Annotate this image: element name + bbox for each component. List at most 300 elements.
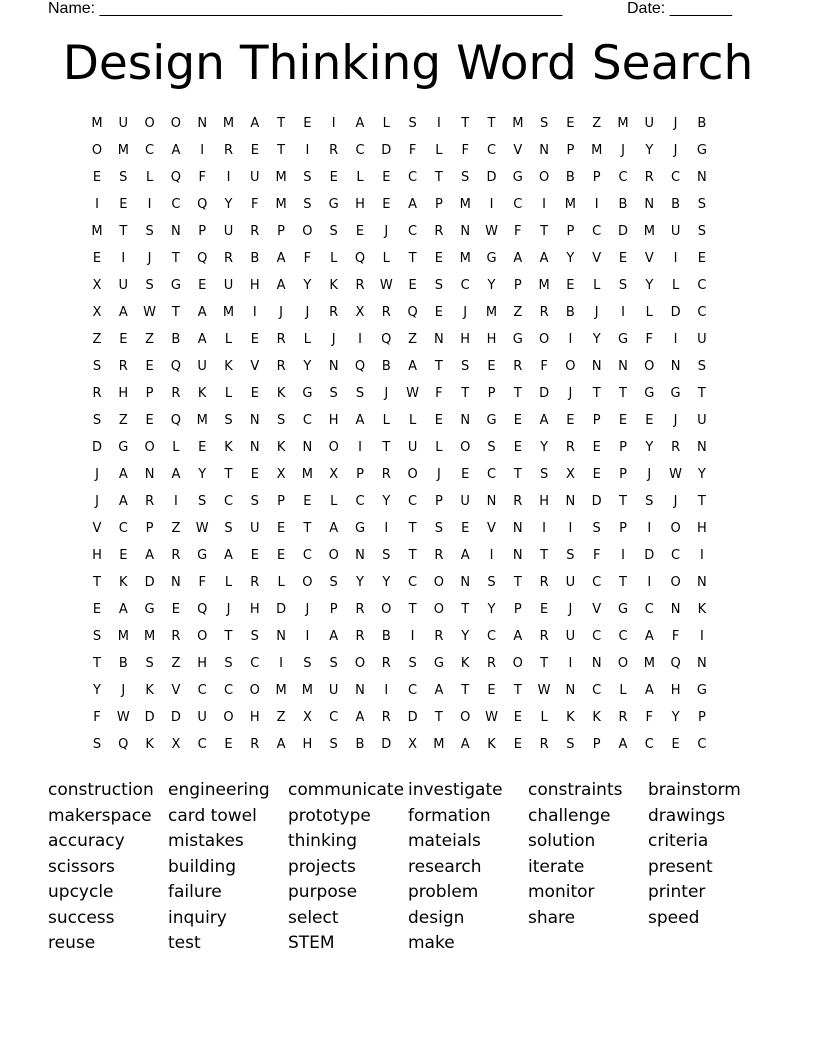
grid-letter[interactable]: U xyxy=(250,170,260,185)
grid-letter[interactable]: X xyxy=(92,278,102,293)
grid-letter[interactable]: R xyxy=(434,224,444,239)
grid-letter[interactable]: V xyxy=(644,251,654,266)
grid-letter[interactable]: R xyxy=(513,359,523,374)
grid-letter[interactable]: M xyxy=(433,737,445,752)
grid-letter[interactable]: R xyxy=(171,386,181,401)
grid-letter[interactable]: R xyxy=(381,656,391,671)
grid-letter[interactable]: P xyxy=(566,224,575,239)
grid-letter[interactable]: G xyxy=(617,602,629,617)
grid-letter[interactable]: W xyxy=(669,467,683,482)
grid-letter[interactable]: Q xyxy=(407,305,418,320)
grid-letter[interactable]: A xyxy=(145,548,155,563)
grid-letter[interactable]: I xyxy=(568,521,573,536)
grid-letter[interactable]: E xyxy=(434,413,443,428)
grid-letter[interactable]: E xyxy=(250,386,259,401)
grid-letter[interactable]: C xyxy=(697,278,707,293)
grid-letter[interactable]: E xyxy=(303,494,312,509)
grid-letter[interactable]: N xyxy=(276,629,286,644)
grid-letter[interactable]: U xyxy=(328,683,339,698)
grid-letter[interactable]: O xyxy=(670,521,681,536)
grid-letter[interactable]: K xyxy=(566,710,575,725)
grid-letter[interactable]: C xyxy=(223,494,234,509)
grid-letter[interactable]: L xyxy=(224,332,233,347)
grid-letter[interactable]: P xyxy=(513,602,522,617)
grid-letter[interactable]: K xyxy=(329,278,338,293)
grid-letter[interactable]: R xyxy=(355,602,365,617)
grid-letter[interactable]: C xyxy=(592,224,602,239)
grid-letter[interactable]: B xyxy=(118,656,128,671)
grid-letter[interactable]: X xyxy=(329,467,339,482)
grid-letter[interactable]: N xyxy=(249,413,260,428)
grid-letter[interactable]: H xyxy=(460,332,471,347)
grid-letter[interactable]: X xyxy=(92,305,102,320)
grid-letter[interactable]: B xyxy=(697,116,707,131)
grid-letter[interactable]: E xyxy=(592,440,601,455)
grid-letter[interactable]: N xyxy=(355,683,365,698)
grid-letter[interactable]: J xyxy=(673,143,678,158)
grid-letter[interactable]: I xyxy=(305,629,310,644)
grid-letter[interactable]: E xyxy=(119,548,128,563)
grid-letter[interactable]: I xyxy=(252,305,257,320)
grid-letter[interactable]: J xyxy=(121,683,126,698)
grid-letter[interactable]: R xyxy=(250,575,260,590)
grid-letter[interactable]: E xyxy=(618,413,628,428)
grid-letter[interactable]: Y xyxy=(93,683,101,698)
grid-letter[interactable]: T xyxy=(540,224,549,239)
grid-letter[interactable]: S xyxy=(566,548,575,563)
grid-letter[interactable]: F xyxy=(435,386,443,401)
grid-letter[interactable]: E xyxy=(329,170,338,185)
grid-letter[interactable]: C xyxy=(302,548,312,563)
grid-letter[interactable]: S xyxy=(408,116,417,131)
grid-letter[interactable]: C xyxy=(408,224,418,239)
grid-letter[interactable]: L xyxy=(224,575,233,590)
grid-letter[interactable]: N xyxy=(328,359,339,374)
grid-letter[interactable]: A xyxy=(329,629,339,644)
grid-letter[interactable]: A xyxy=(118,467,128,482)
grid-letter[interactable]: E xyxy=(618,251,628,266)
grid-letter[interactable]: E xyxy=(671,737,680,752)
grid-letter[interactable]: L xyxy=(382,116,390,131)
grid-letter[interactable]: J xyxy=(95,494,99,509)
grid-letter[interactable]: M xyxy=(301,683,313,698)
grid-letter[interactable]: T xyxy=(93,575,101,590)
grid-letter[interactable]: M xyxy=(143,629,156,644)
grid-letter[interactable]: N xyxy=(670,602,681,617)
grid-letter[interactable]: Y xyxy=(487,278,496,293)
grid-letter[interactable]: R xyxy=(381,305,391,320)
grid-letter[interactable]: H xyxy=(697,521,707,536)
grid-letter[interactable]: L xyxy=(540,710,548,725)
grid-letter[interactable]: T xyxy=(93,656,101,671)
grid-letter[interactable]: N xyxy=(539,143,549,158)
grid-letter[interactable]: A xyxy=(434,683,444,698)
grid-letter[interactable]: A xyxy=(118,602,128,617)
grid-letter[interactable]: F xyxy=(303,251,312,266)
grid-letter[interactable]: E xyxy=(303,116,312,131)
grid-letter[interactable]: O xyxy=(302,575,313,590)
grid-letter[interactable]: P xyxy=(619,467,627,482)
grid-letter[interactable]: G xyxy=(302,386,313,401)
grid-letter[interactable]: Z xyxy=(145,332,155,347)
grid-letter[interactable]: M xyxy=(91,224,103,239)
grid-letter[interactable]: I xyxy=(621,305,625,320)
grid-letter[interactable]: P xyxy=(619,521,627,536)
grid-letter[interactable]: G xyxy=(696,143,707,158)
grid-letter[interactable]: E xyxy=(355,224,365,239)
grid-letter[interactable]: I xyxy=(621,548,625,563)
grid-letter[interactable]: R xyxy=(250,737,260,752)
grid-letter[interactable]: S xyxy=(697,197,707,212)
grid-letter[interactable]: J xyxy=(305,305,310,320)
grid-letter[interactable]: M xyxy=(459,197,471,212)
grid-letter[interactable]: N xyxy=(171,575,181,590)
grid-letter[interactable]: R xyxy=(118,359,128,374)
grid-letter[interactable]: C xyxy=(644,737,654,752)
grid-letter[interactable]: C xyxy=(486,143,497,158)
grid-letter[interactable]: Y xyxy=(645,143,654,158)
grid-letter[interactable]: H xyxy=(197,656,208,671)
grid-letter[interactable]: R xyxy=(171,548,181,563)
grid-letter[interactable]: S xyxy=(434,278,444,293)
grid-letter[interactable]: T xyxy=(171,305,180,320)
grid-letter[interactable]: A xyxy=(408,197,418,212)
grid-letter[interactable]: J xyxy=(673,413,678,428)
grid-letter[interactable]: Q xyxy=(197,197,208,212)
grid-letter[interactable]: E xyxy=(461,521,470,536)
grid-letter[interactable]: E xyxy=(224,737,233,752)
grid-letter[interactable]: D xyxy=(407,710,418,725)
grid-letter[interactable]: I xyxy=(95,197,99,212)
grid-letter[interactable]: N xyxy=(644,197,655,212)
grid-letter[interactable]: U xyxy=(118,278,129,293)
grid-letter[interactable]: E xyxy=(250,332,259,347)
grid-letter[interactable]: L xyxy=(277,575,285,590)
grid-letter[interactable]: E xyxy=(487,359,496,374)
grid-letter[interactable]: I xyxy=(384,521,389,536)
grid-letter[interactable]: S xyxy=(329,224,338,239)
grid-letter[interactable]: R xyxy=(381,467,391,482)
grid-letter[interactable]: R xyxy=(486,656,497,671)
grid-letter[interactable]: S xyxy=(645,494,654,509)
grid-letter[interactable]: E xyxy=(434,305,443,320)
grid-letter[interactable]: K xyxy=(487,737,496,752)
grid-letter[interactable]: R xyxy=(434,548,444,563)
grid-letter[interactable]: G xyxy=(512,332,523,347)
grid-letter[interactable]: N xyxy=(434,332,444,347)
grid-letter[interactable]: L xyxy=(224,386,233,401)
grid-letter[interactable]: Y xyxy=(645,440,654,455)
grid-letter[interactable]: N xyxy=(302,440,313,455)
grid-letter[interactable]: Z xyxy=(92,332,102,347)
grid-letter[interactable]: N xyxy=(512,521,523,536)
grid-letter[interactable]: G xyxy=(328,197,339,212)
grid-letter[interactable]: E xyxy=(119,197,128,212)
grid-letter[interactable]: P xyxy=(434,494,443,509)
grid-letter[interactable]: T xyxy=(461,602,470,617)
grid-letter[interactable]: I xyxy=(699,629,704,644)
grid-letter[interactable]: T xyxy=(408,602,417,617)
grid-letter[interactable]: Y xyxy=(303,359,312,374)
grid-letter[interactable]: S xyxy=(250,494,259,509)
grid-letter[interactable]: K xyxy=(145,737,154,752)
grid-letter[interactable]: L xyxy=(172,440,180,455)
grid-letter[interactable]: O xyxy=(328,440,339,455)
grid-letter[interactable]: I xyxy=(699,548,704,563)
grid-letter[interactable]: Q xyxy=(170,413,181,428)
grid-letter[interactable]: A xyxy=(513,629,523,644)
grid-letter[interactable]: R xyxy=(276,332,286,347)
grid-letter[interactable]: T xyxy=(697,494,706,509)
grid-letter[interactable]: M xyxy=(222,305,235,320)
grid-letter[interactable]: O xyxy=(644,359,655,374)
grid-letter[interactable]: X xyxy=(171,737,181,752)
grid-letter[interactable]: G xyxy=(486,413,497,428)
grid-letter[interactable]: S xyxy=(224,656,233,671)
grid-letter[interactable]: S xyxy=(329,386,338,401)
grid-letter[interactable]: S xyxy=(487,440,496,455)
grid-letter[interactable]: K xyxy=(460,656,470,671)
grid-letter[interactable]: C xyxy=(302,413,312,428)
grid-letter[interactable]: T xyxy=(540,656,549,671)
grid-letter[interactable]: T xyxy=(303,521,312,536)
grid-letter[interactable]: C xyxy=(355,143,365,158)
grid-letter[interactable]: A xyxy=(276,737,286,752)
grid-letter[interactable]: T xyxy=(119,224,128,239)
grid-letter[interactable]: Q xyxy=(197,251,208,266)
grid-letter[interactable]: C xyxy=(329,710,339,725)
grid-letter[interactable]: L xyxy=(435,440,443,455)
grid-letter[interactable]: D xyxy=(144,710,155,725)
grid-letter[interactable]: C xyxy=(408,170,418,185)
grid-letter[interactable]: P xyxy=(697,710,706,725)
grid-letter[interactable]: R xyxy=(381,710,391,725)
grid-letter[interactable]: R xyxy=(539,737,549,752)
grid-letter[interactable]: V xyxy=(250,359,260,374)
grid-letter[interactable]: V xyxy=(513,143,523,158)
grid-letter[interactable]: K xyxy=(119,575,128,590)
grid-letter[interactable]: J xyxy=(226,602,231,617)
grid-letter[interactable]: C xyxy=(618,170,628,185)
grid-letter[interactable]: P xyxy=(566,143,575,158)
grid-letter[interactable]: S xyxy=(303,197,312,212)
grid-letter[interactable]: B xyxy=(381,629,391,644)
grid-letter[interactable]: D xyxy=(381,143,392,158)
grid-letter[interactable]: L xyxy=(356,170,364,185)
grid-letter[interactable]: C xyxy=(145,143,155,158)
grid-letter[interactable]: T xyxy=(408,548,417,563)
grid-letter[interactable]: A xyxy=(197,332,207,347)
grid-letter[interactable]: Y xyxy=(461,629,470,644)
grid-letter[interactable]: Y xyxy=(566,251,575,266)
grid-letter[interactable]: L xyxy=(145,170,154,185)
grid-letter[interactable]: I xyxy=(358,440,362,455)
grid-letter[interactable]: J xyxy=(384,386,389,401)
grid-letter[interactable]: G xyxy=(197,548,208,563)
grid-letter[interactable]: V xyxy=(592,251,602,266)
grid-letter[interactable]: M xyxy=(117,143,129,158)
grid-letter[interactable]: M xyxy=(485,305,498,320)
grid-letter[interactable]: M xyxy=(459,251,471,266)
grid-letter[interactable]: S xyxy=(92,359,102,374)
grid-letter[interactable]: Z xyxy=(513,305,523,320)
grid-letter[interactable]: M xyxy=(196,413,208,428)
grid-letter[interactable]: Q xyxy=(170,359,181,374)
grid-letter[interactable]: E xyxy=(697,251,706,266)
grid-letter[interactable]: S xyxy=(119,170,128,185)
grid-letter[interactable]: Y xyxy=(198,467,207,482)
grid-letter[interactable]: P xyxy=(513,278,522,293)
grid-letter[interactable]: S xyxy=(487,575,496,590)
grid-letter[interactable]: E xyxy=(276,548,286,563)
name-field[interactable]: Name: ____________________________________________________ xyxy=(48,0,563,17)
grid-letter[interactable]: O xyxy=(328,548,339,563)
grid-letter[interactable]: E xyxy=(408,278,417,293)
grid-letter[interactable]: W xyxy=(116,710,130,725)
grid-letter[interactable]: T xyxy=(513,575,522,590)
grid-letter[interactable]: Z xyxy=(171,521,181,536)
grid-letter[interactable]: A xyxy=(644,629,654,644)
grid-letter[interactable]: R xyxy=(145,494,155,509)
grid-letter[interactable]: P xyxy=(145,521,154,536)
grid-letter[interactable]: Y xyxy=(540,440,549,455)
grid-letter[interactable]: C xyxy=(486,629,497,644)
grid-letter[interactable]: F xyxy=(645,710,654,725)
grid-letter[interactable]: P xyxy=(329,602,338,617)
grid-letter[interactable]: O xyxy=(223,710,234,725)
grid-letter[interactable]: A xyxy=(224,548,233,563)
grid-letter[interactable]: E xyxy=(513,440,522,455)
grid-letter[interactable]: A xyxy=(618,737,628,752)
grid-letter[interactable]: S xyxy=(382,548,391,563)
grid-letter[interactable]: H xyxy=(249,602,260,617)
grid-letter[interactable]: G xyxy=(144,602,155,617)
grid-letter[interactable]: K xyxy=(224,440,233,455)
grid-letter[interactable]: S xyxy=(224,413,233,428)
grid-letter[interactable]: Q xyxy=(670,656,681,671)
grid-letter[interactable]: Q xyxy=(381,332,392,347)
grid-letter[interactable]: N xyxy=(591,359,602,374)
grid-letter[interactable]: L xyxy=(671,278,680,293)
grid-letter[interactable]: E xyxy=(566,278,575,293)
grid-letter[interactable]: U xyxy=(460,494,470,509)
grid-letter[interactable]: N xyxy=(565,683,576,698)
grid-letter[interactable]: Y xyxy=(697,467,706,482)
grid-letter[interactable]: A xyxy=(460,548,470,563)
grid-letter[interactable]: H xyxy=(118,386,129,401)
grid-letter[interactable]: W xyxy=(485,710,498,725)
grid-letter[interactable]: E xyxy=(92,602,102,617)
grid-letter[interactable]: M xyxy=(538,278,550,293)
grid-letter[interactable]: I xyxy=(542,197,547,212)
grid-letter[interactable]: F xyxy=(93,710,101,725)
grid-letter[interactable]: A xyxy=(355,413,365,428)
grid-letter[interactable]: Y xyxy=(671,710,680,725)
grid-letter[interactable]: O xyxy=(249,683,260,698)
grid-letter[interactable]: K xyxy=(145,683,154,698)
grid-letter[interactable]: I xyxy=(647,521,652,536)
grid-letter[interactable]: V xyxy=(171,683,181,698)
grid-letter[interactable]: C xyxy=(250,656,260,671)
grid-letter[interactable]: M xyxy=(617,116,629,131)
grid-letter[interactable]: Y xyxy=(487,602,496,617)
grid-letter[interactable]: L xyxy=(645,305,653,320)
grid-letter[interactable]: S xyxy=(145,278,154,293)
grid-letter[interactable]: Z xyxy=(276,710,286,725)
grid-letter[interactable]: N xyxy=(460,575,471,590)
grid-letter[interactable]: R xyxy=(618,710,628,725)
grid-letter[interactable]: B xyxy=(618,197,628,212)
grid-letter[interactable]: U xyxy=(118,116,129,131)
grid-letter[interactable]: J xyxy=(568,602,573,617)
grid-letter[interactable]: K xyxy=(197,386,207,401)
grid-letter[interactable]: T xyxy=(513,386,522,401)
grid-letter[interactable]: P xyxy=(356,467,364,482)
grid-letter[interactable]: H xyxy=(249,710,260,725)
grid-letter[interactable]: N xyxy=(670,359,681,374)
grid-letter[interactable]: V xyxy=(487,521,496,536)
grid-letter[interactable]: S xyxy=(145,656,154,671)
grid-letter[interactable]: J xyxy=(673,494,678,509)
grid-letter[interactable]: M xyxy=(91,116,103,131)
grid-letter[interactable]: O xyxy=(617,656,629,671)
grid-letter[interactable]: N xyxy=(565,494,576,509)
grid-letter[interactable]: X xyxy=(355,305,365,320)
grid-letter[interactable]: S xyxy=(329,575,338,590)
grid-letter[interactable]: I xyxy=(384,683,389,698)
grid-letter[interactable]: I xyxy=(305,143,310,158)
grid-letter[interactable]: M xyxy=(275,197,287,212)
grid-letter[interactable]: G xyxy=(170,278,181,293)
grid-letter[interactable]: F xyxy=(671,629,680,644)
grid-letter[interactable]: F xyxy=(198,170,206,185)
grid-letter[interactable]: A xyxy=(513,251,523,266)
grid-letter[interactable]: T xyxy=(461,116,470,131)
grid-letter[interactable]: F xyxy=(514,224,522,239)
grid-letter[interactable]: T xyxy=(513,683,522,698)
grid-letter[interactable]: A xyxy=(460,737,470,752)
grid-letter[interactable]: N xyxy=(197,116,208,131)
grid-letter[interactable]: A xyxy=(118,494,128,509)
grid-letter[interactable]: M xyxy=(643,656,655,671)
grid-letter[interactable]: N xyxy=(355,548,365,563)
grid-letter[interactable]: I xyxy=(673,332,678,347)
grid-letter[interactable]: D xyxy=(91,440,102,455)
grid-letter[interactable]: H xyxy=(249,278,260,293)
grid-letter[interactable]: E xyxy=(566,413,575,428)
grid-letter[interactable]: L xyxy=(382,413,390,428)
grid-letter[interactable]: J xyxy=(673,116,678,131)
grid-letter[interactable]: D xyxy=(539,386,550,401)
grid-letter[interactable]: T xyxy=(408,521,417,536)
grid-letter[interactable]: Z xyxy=(171,656,181,671)
grid-letter[interactable]: M xyxy=(275,683,287,698)
grid-letter[interactable]: D xyxy=(381,737,392,752)
grid-letter[interactable]: K xyxy=(224,359,233,374)
grid-letter[interactable]: O xyxy=(433,602,444,617)
grid-letter[interactable]: I xyxy=(279,656,284,671)
grid-letter[interactable]: A xyxy=(539,251,549,266)
grid-letter[interactable]: E xyxy=(487,683,496,698)
grid-letter[interactable]: R xyxy=(329,305,339,320)
grid-letter[interactable]: N xyxy=(144,467,155,482)
grid-letter[interactable]: I xyxy=(358,332,362,347)
grid-letter[interactable]: Z xyxy=(592,116,602,131)
grid-letter[interactable]: A xyxy=(171,467,181,482)
grid-letter[interactable]: Y xyxy=(645,278,654,293)
grid-letter[interactable]: D xyxy=(276,602,287,617)
grid-letter[interactable]: F xyxy=(461,143,469,158)
